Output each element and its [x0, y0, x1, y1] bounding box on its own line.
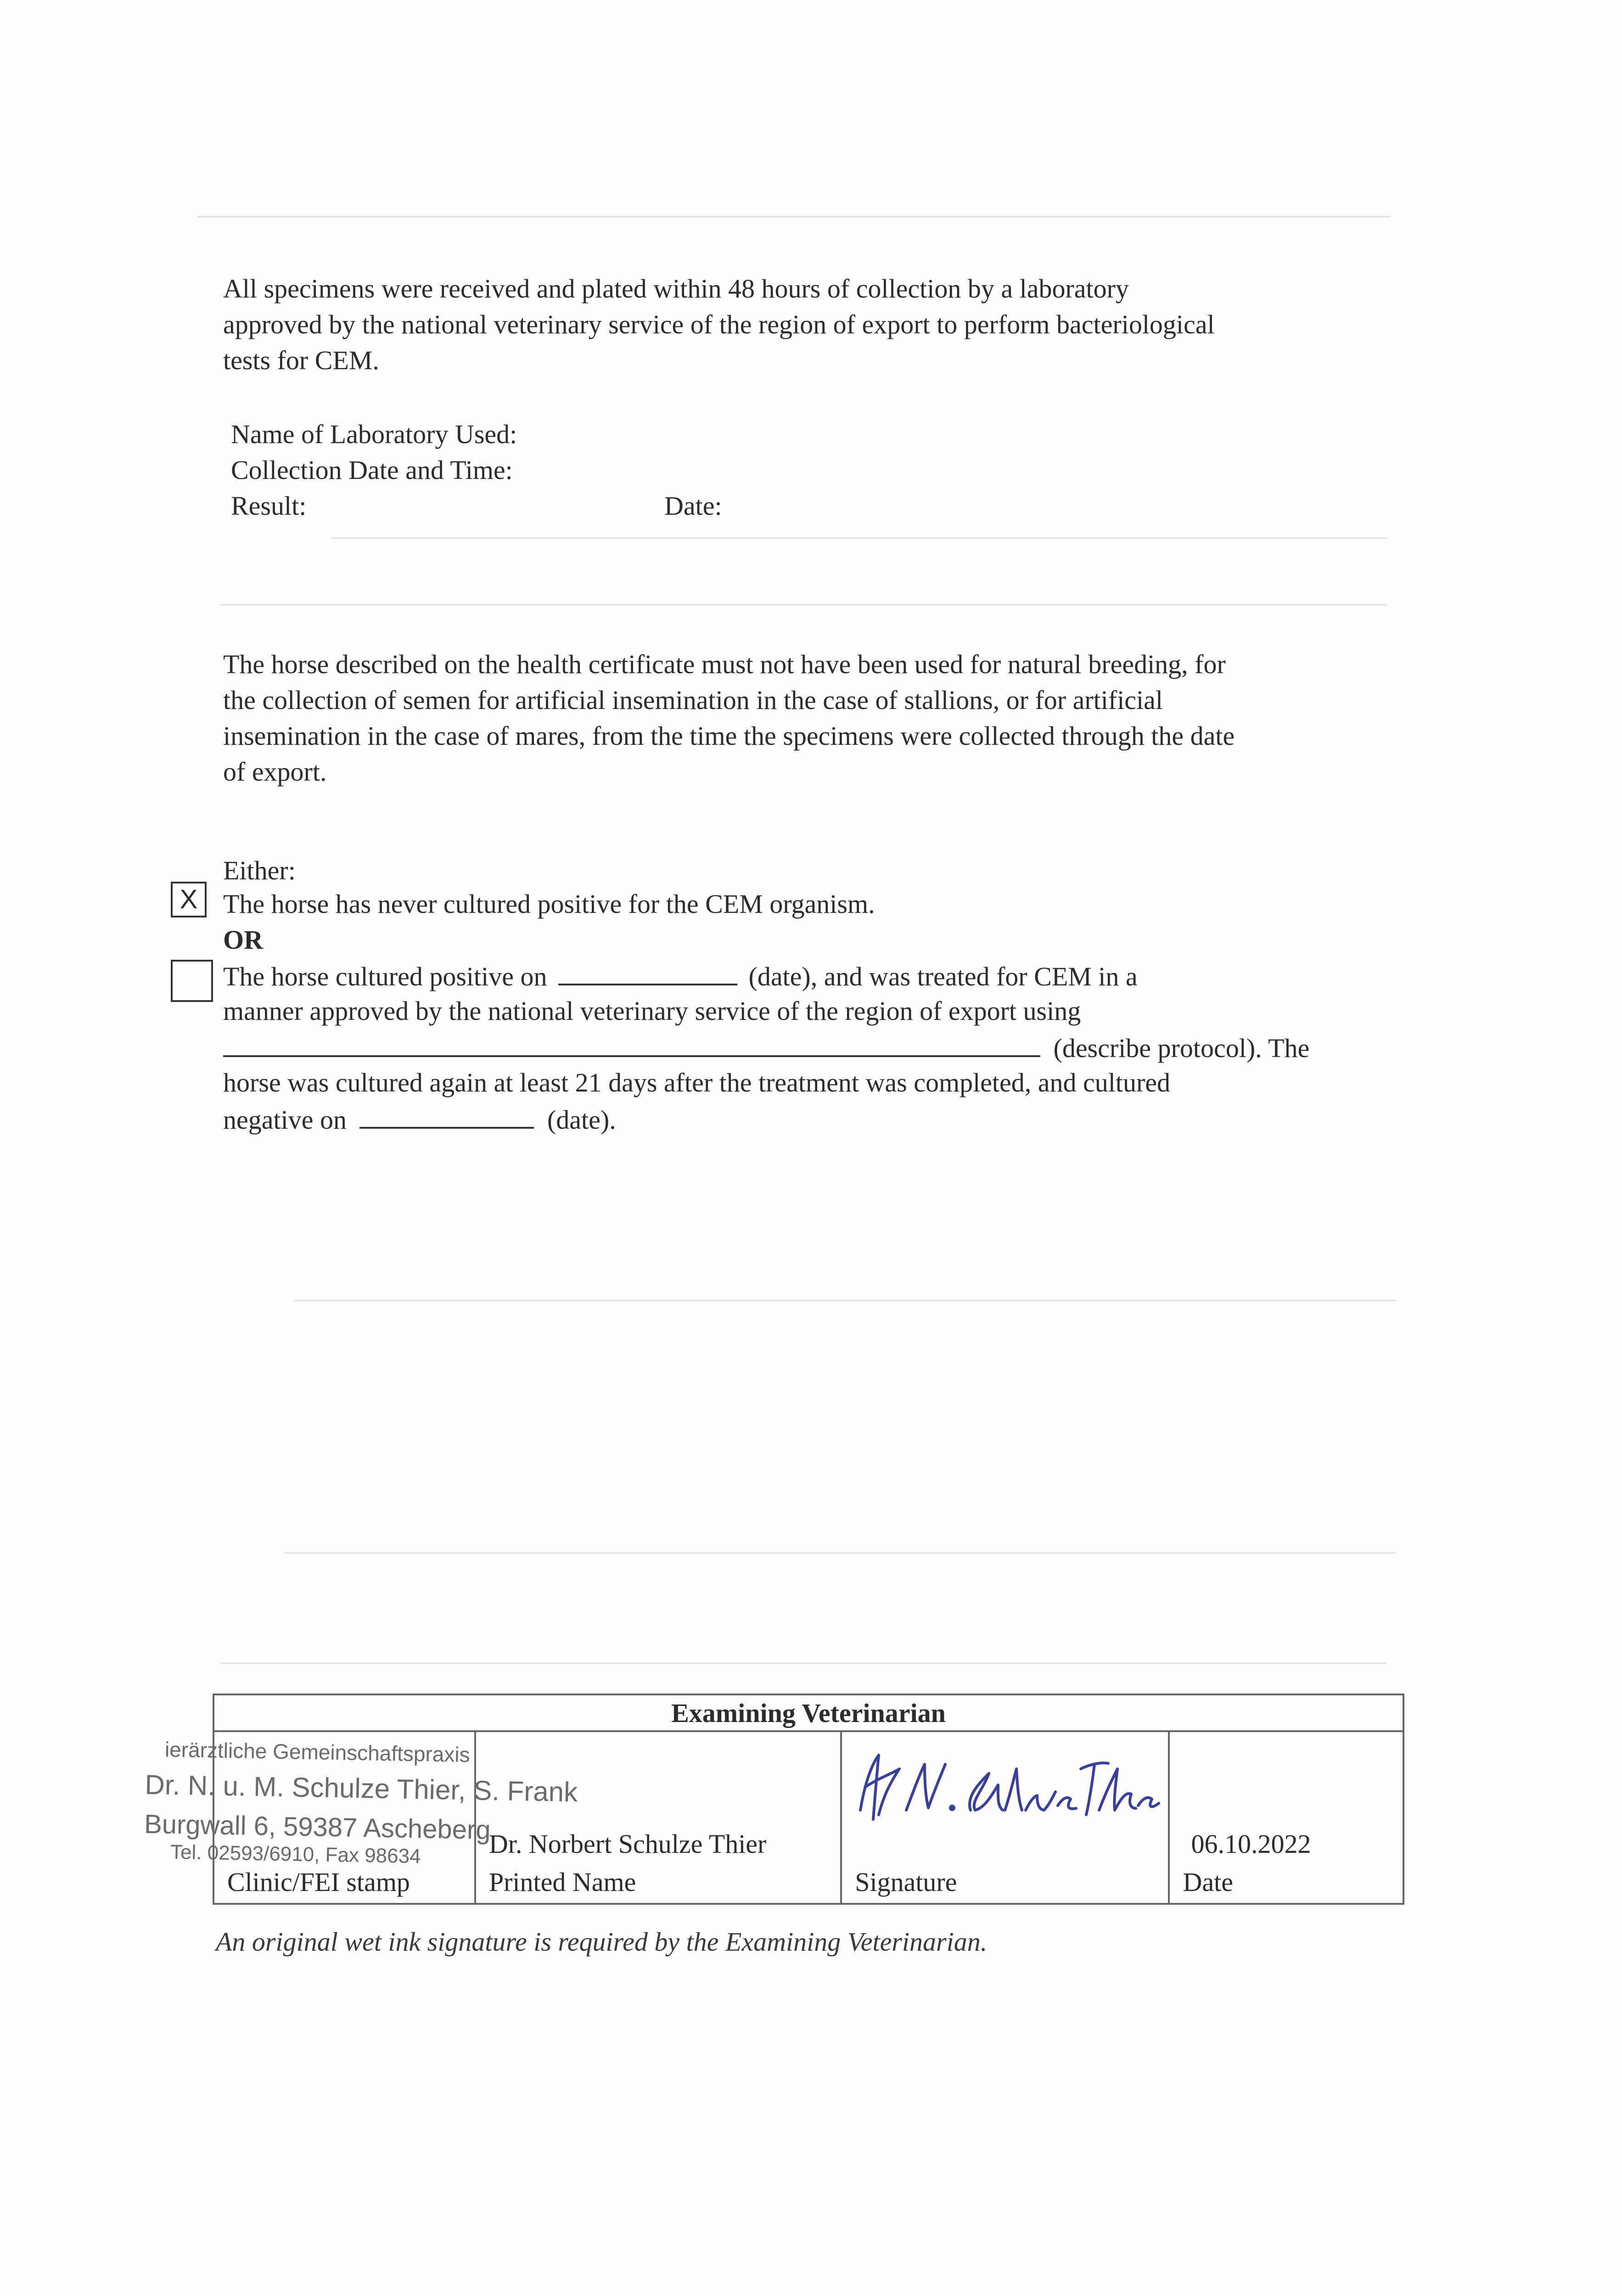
- lab-paragraph-line: approved by the national veterinary service of the region of export to perform bacteriological: [223, 310, 1215, 339]
- breeding-paragraph-line: of export.: [223, 757, 327, 787]
- lab-name-label: Name of Laboratory Used:: [231, 419, 517, 449]
- signature-label: Signature: [855, 1867, 957, 1897]
- wet-ink-signature-note: An original wet ink signature is required by the Examining Veterinarian.: [216, 1927, 988, 1957]
- breeding-paragraph-line: the collection of semen for artificial insemination in the case of stallions, or for artificial: [223, 685, 1163, 715]
- option2-date-text: (date).: [547, 1105, 616, 1135]
- option2-line4: horse was cultured again at least 21 days after the treatment was completed, and cultured: [223, 1068, 1171, 1097]
- breeding-paragraph-line: insemination in the case of mares, from the time the specimens were collected through the date: [223, 721, 1235, 751]
- option1-text: The horse has never cultured positive for the CEM organism.: [223, 889, 875, 919]
- date-value: 06.10.2022: [1191, 1829, 1311, 1859]
- stamp-line: ierärztliche Gemeinschaftspraxis: [164, 1737, 471, 1767]
- option2-text-a: The horse cultured positive on: [223, 962, 547, 991]
- date-cell: [1169, 1731, 1403, 1904]
- printed-name-value: Dr. Norbert Schulze Thier: [488, 1829, 767, 1859]
- positive-date-blank[interactable]: [558, 960, 737, 985]
- handwritten-signature: [851, 1741, 1163, 1829]
- stamp-line: Burgwall 6, 59387 Ascheberg: [144, 1809, 491, 1845]
- option2-protocol-text: (describe protocol). The: [1053, 1033, 1310, 1063]
- stamp-line: Dr. N. u. M. Schulze Thier, S. Frank: [145, 1769, 578, 1808]
- result-label: Result:: [231, 491, 307, 521]
- option2-checkbox[interactable]: [171, 960, 213, 1002]
- option1-checkbox[interactable]: X: [171, 882, 207, 917]
- option2-line5: [223, 1103, 616, 1135]
- printed-name-label: Printed Name: [488, 1867, 636, 1897]
- breeding-paragraph: [223, 647, 1235, 790]
- protocol-blank[interactable]: [223, 1031, 1040, 1057]
- either-label: Either:: [223, 855, 296, 885]
- option2-text-b: (date), and was treated for CEM in a: [748, 962, 1138, 991]
- or-label: OR: [223, 925, 263, 955]
- option2-negative-text: negative on: [223, 1105, 347, 1135]
- option2-line1: [223, 960, 1138, 992]
- breeding-paragraph-line: The horse described on the health certificate must not have been used for natural breeding, for: [223, 649, 1226, 679]
- stamp-label: Clinic/FEI stamp: [227, 1867, 410, 1897]
- option2-line2: manner approved by the national veterinary service of the region of export using: [223, 996, 1081, 1026]
- lab-paragraph: [223, 271, 1215, 378]
- negative-date-blank[interactable]: [359, 1103, 534, 1129]
- vet-table-heading: Examining Veterinarian: [213, 1694, 1403, 1731]
- option2-line3: [223, 1031, 1309, 1064]
- clinic-stamp: [144, 1737, 578, 1871]
- stamp-line: Tel. 02593/6910, Fax 98634: [170, 1840, 421, 1868]
- lab-paragraph-line: All specimens were received and plated within 48 hours of collection by a laboratory: [223, 274, 1129, 304]
- collection-date-label: Collection Date and Time:: [231, 455, 513, 485]
- result-date-label: Date:: [664, 491, 722, 521]
- signature-cell: [841, 1731, 1169, 1904]
- lab-paragraph-line: tests for CEM.: [223, 345, 379, 375]
- date-label: Date: [1183, 1867, 1233, 1897]
